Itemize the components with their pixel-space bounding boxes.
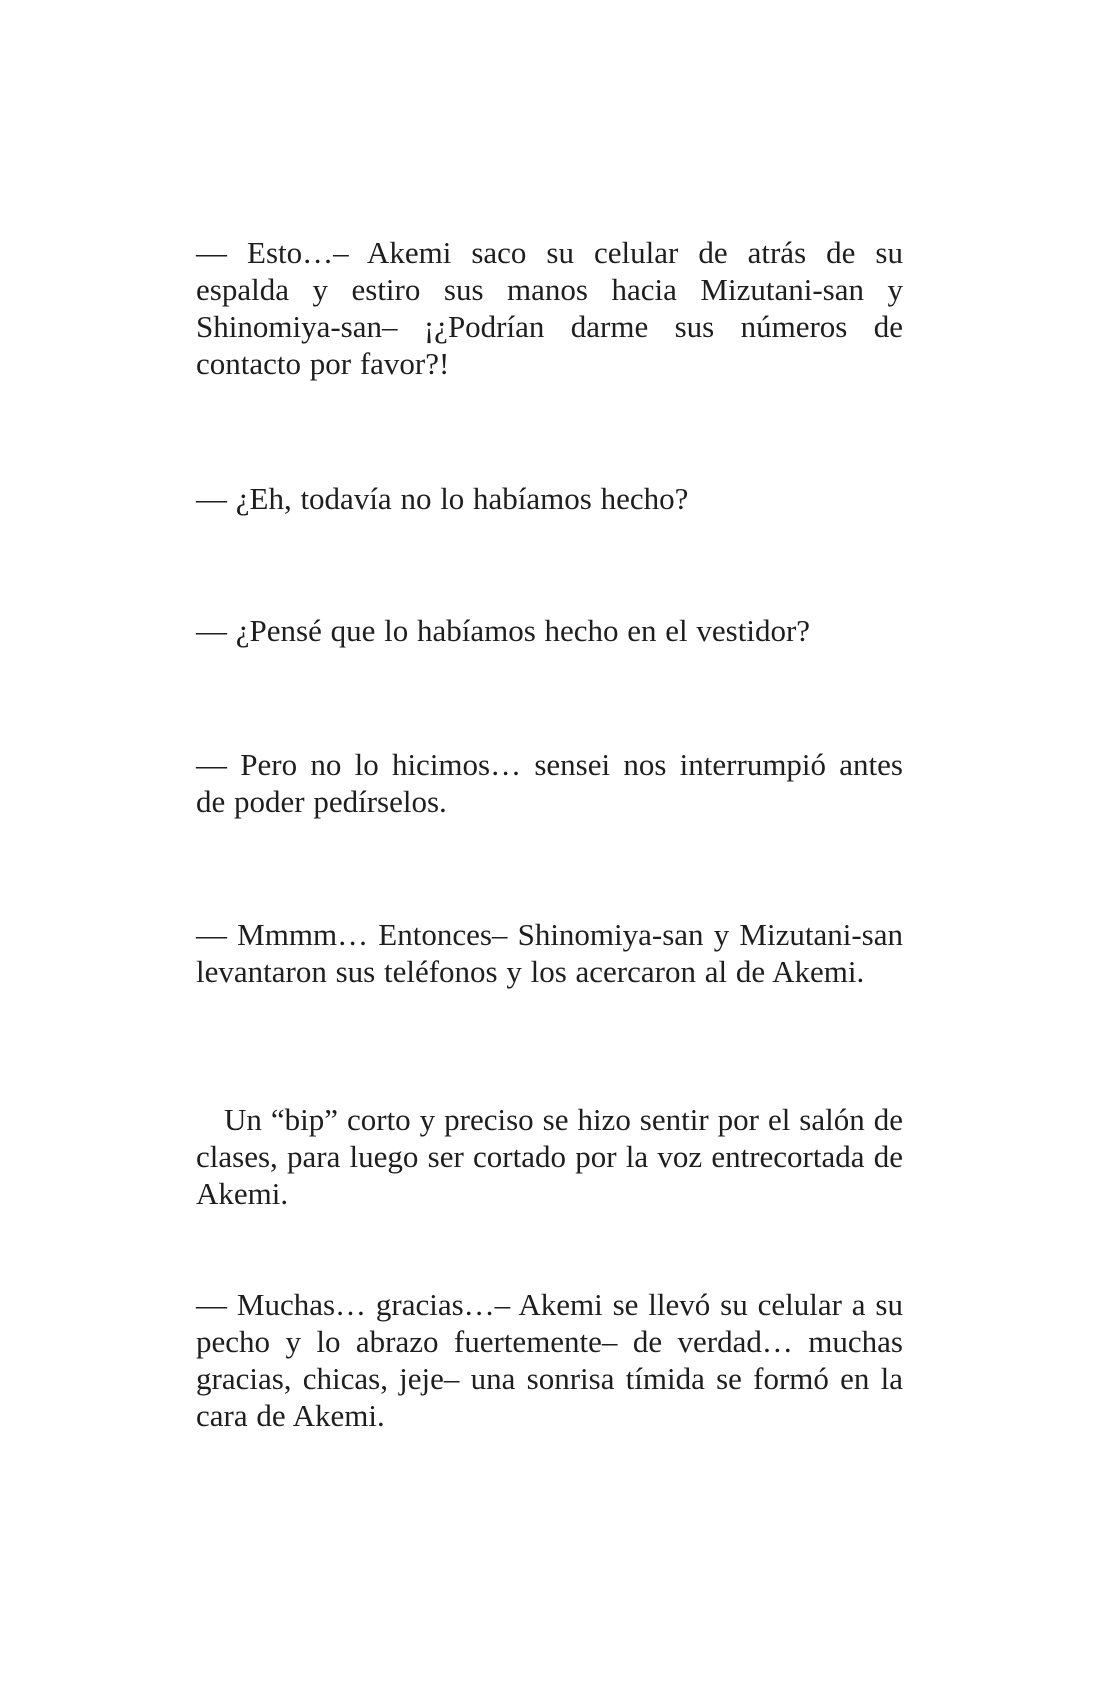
paragraph-dialogue: — ¿Eh, todavía no lo habíamos hecho? — [196, 481, 689, 516]
paragraph-dialogue: — Esto…– Akemi saco su celular de atrás de su espalda y estiro sus manos hacia Mizutani-san y Shinomiya-san– ¡¿Podrían darme sus números de contacto por favor?! — [196, 235, 903, 381]
paragraph-narration: Un “bip” corto y preciso se hizo sentir por el salón de clases, para luego ser cortado por la voz entrecortada de Akemi. — [196, 1102, 903, 1211]
paragraph-dialogue: — Muchas… gracias…– Akemi se llevó su celular a su pecho y lo abrazo fuertemente– de verdad… muchas gracias, chicas, jeje– una sonrisa tímida se formó en la cara de Akemi. — [196, 1287, 903, 1433]
paragraph-dialogue: — ¿Pensé que lo habíamos hecho en el vestidor? — [196, 613, 811, 648]
paragraph-dialogue: — Mmmm… Entonces– Shinomiya-san y Mizutani-san levantaron sus teléfonos y los acercaron al de Akemi. — [196, 917, 903, 989]
paragraph-dialogue: — Pero no lo hicimos… sensei nos interrumpió antes de poder pedírselos. — [196, 747, 903, 819]
